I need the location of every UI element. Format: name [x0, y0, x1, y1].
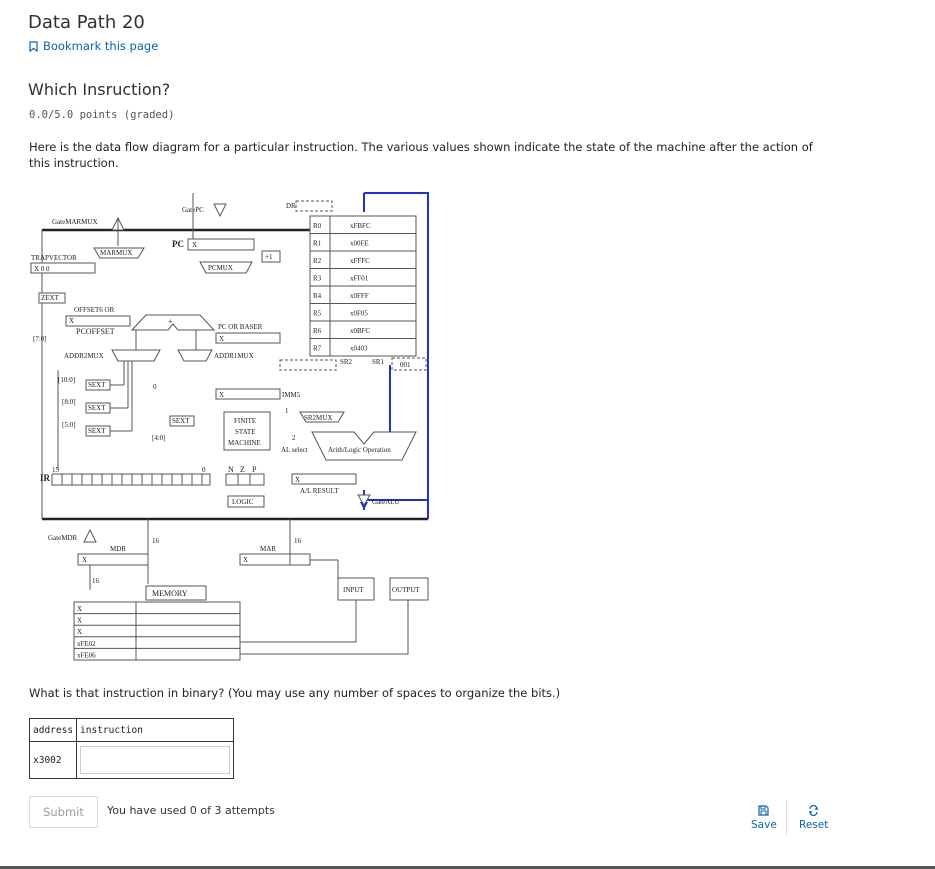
problem-description: Here is the data flow diagram for a particular instruction. The various values shown indicate the state of the machine after the action of this instruction.: [29, 140, 813, 170]
memory-value: xFE02: [77, 639, 96, 648]
fsm-line3: MACHINE: [228, 439, 261, 447]
plus-one-label: +1: [265, 253, 273, 261]
bits-7-0: [7:0]: [33, 335, 47, 343]
sext-2: SEXT: [88, 404, 106, 412]
sext-3: SEXT: [88, 427, 106, 435]
register-value: x0BFC: [350, 327, 371, 335]
mdr-value: X: [82, 556, 88, 564]
sext-1: SEXT: [88, 381, 106, 389]
marmux-label: MARMUX: [100, 249, 133, 257]
bookmark-button[interactable]: [29, 39, 158, 53]
bus-width-mem: 16: [92, 577, 99, 585]
register-value: xFFFC: [350, 257, 370, 265]
sr2-label: SR2: [340, 358, 353, 366]
z-flag: Z: [240, 465, 245, 474]
mar-label: MAR: [260, 545, 276, 553]
register-value: x0F05: [350, 309, 368, 318]
mar-value: X: [243, 556, 249, 564]
addr1mux-label: ADDR1MUX: [214, 352, 254, 360]
attempts-status: You have used 0 of 3 attempts: [107, 804, 275, 817]
offset6-label: OFFSET6 OR: [74, 306, 115, 314]
register-value: x00FE: [350, 239, 369, 248]
sr2mux-one: 1: [285, 407, 289, 415]
reset-icon: [808, 805, 819, 816]
gatepc-label: GatePC: [182, 206, 204, 214]
logic-label: LOGIC: [232, 498, 254, 506]
bits-10-0: [10:0]: [58, 376, 76, 384]
reset-button[interactable]: [799, 805, 828, 831]
memory-label: MEMORY: [152, 589, 188, 598]
sext-4: SEXT: [172, 417, 190, 425]
p-flag: P: [252, 465, 257, 474]
answer-prompt: What is that instruction in binary? (You may use any number of spaces to organize the bits.): [29, 686, 561, 700]
imm5-value: X: [219, 391, 225, 399]
pc-baser-label: PC OR BASER: [218, 323, 263, 331]
register-name: R0: [313, 222, 322, 230]
addr2mux-shape: [112, 350, 160, 361]
register-name: R4: [313, 292, 322, 300]
instruction-input[interactable]: [80, 746, 230, 774]
gatemarmux-label: GateMARMUX: [52, 218, 98, 226]
instruction-header: instruction: [77, 719, 234, 742]
dr-label: DR: [286, 202, 296, 210]
register-name: R5: [313, 309, 322, 318]
ir-msb: 15: [52, 466, 59, 474]
register-value: x0FFF: [350, 292, 369, 300]
pcoffset-label: PCOFFSET: [76, 327, 115, 336]
register-value: xFF01: [350, 274, 369, 283]
n-flag: N: [228, 465, 234, 474]
imm5-label: IMM5: [282, 391, 301, 399]
memory-value: xFE06: [77, 651, 96, 660]
input-label: INPUT: [343, 586, 364, 594]
answer-table: [29, 718, 234, 779]
submit-button[interactable]: Submit: [29, 796, 98, 828]
bus-width-mar: 16: [294, 537, 301, 545]
al-result-value: X: [295, 476, 301, 484]
datapath-diagram: [28, 190, 440, 662]
instruction-cell: [77, 742, 234, 779]
memory-value: X: [77, 628, 83, 637]
save-icon: [758, 805, 769, 816]
baser-value: X: [219, 335, 225, 343]
addr2mux-label: ADDR2MUX: [64, 352, 104, 360]
sr1-label: SR1: [372, 358, 385, 366]
ir-register: [52, 474, 210, 485]
problem-title: Which Insruction?: [28, 80, 171, 99]
points-status: 0.0/5.0 points (graded): [29, 109, 175, 121]
svg-text:+: +: [168, 317, 173, 326]
output-label: OUTPUT: [392, 586, 420, 594]
page-title: Data Path 20: [28, 12, 145, 33]
fsm-line1: FINITE: [234, 417, 257, 425]
memory-value: X: [77, 616, 83, 625]
sr2mux-label: SR2MUX: [304, 414, 333, 422]
al-select-label: AL select: [281, 446, 308, 454]
sr1-value: 001: [400, 361, 411, 369]
ir-label: IR: [40, 473, 51, 483]
pc-label: PC: [172, 239, 184, 249]
pc-value: X: [192, 241, 198, 249]
action-divider: [786, 800, 787, 834]
bits-5-0: [5:0]: [62, 421, 76, 429]
gatemdr-label: GateMDR: [48, 534, 78, 542]
memory-row: [77, 605, 82, 613]
address-cell: x3002: [30, 742, 77, 779]
bookmark-icon: [29, 41, 38, 52]
bits-4-0: [4:0]: [152, 434, 166, 442]
register-name: R3: [313, 274, 322, 283]
mdr-label: MDR: [110, 545, 126, 553]
trapvector-label: TRAPVECTOR: [31, 254, 77, 262]
addr1mux-shape: [178, 350, 212, 361]
alsel-two: 2: [292, 434, 296, 442]
reset-label: Reset: [799, 819, 829, 831]
gatepc-tri: [214, 204, 226, 216]
bookmark-label: Bookmark this page: [43, 39, 159, 53]
register-name: R1: [313, 239, 322, 248]
zext-label: ZEXT: [41, 294, 59, 302]
address-header: address: [30, 719, 77, 742]
ir-lsb: 0: [202, 466, 206, 474]
fsm-line2: STATE: [235, 428, 256, 436]
alu-label: Arith/Logic Operation: [328, 446, 391, 454]
register-name: R6: [313, 327, 322, 335]
bits-8-0: [8:0]: [62, 398, 76, 406]
register-value: x0403: [350, 344, 368, 353]
register-value: xFBFC: [350, 222, 371, 230]
register-name: R7: [313, 344, 322, 353]
gatealu-label: GateALU: [372, 498, 400, 506]
gatemdr-tri: [84, 530, 96, 542]
offset-value: X: [69, 317, 75, 325]
trapvector-value: X 0 0: [34, 265, 50, 273]
register-name: R2: [313, 257, 322, 265]
save-label: Save: [751, 819, 777, 831]
save-button[interactable]: [751, 805, 777, 831]
memory-array: [74, 602, 240, 660]
memory-value: X: [77, 605, 83, 613]
zero-const: 0: [153, 383, 157, 391]
address-adder: [132, 315, 214, 330]
al-result-label: A/L RESULT: [300, 487, 339, 495]
bus-width-mdr: 16: [152, 537, 159, 545]
pcmux-label: PCMUX: [208, 264, 233, 272]
